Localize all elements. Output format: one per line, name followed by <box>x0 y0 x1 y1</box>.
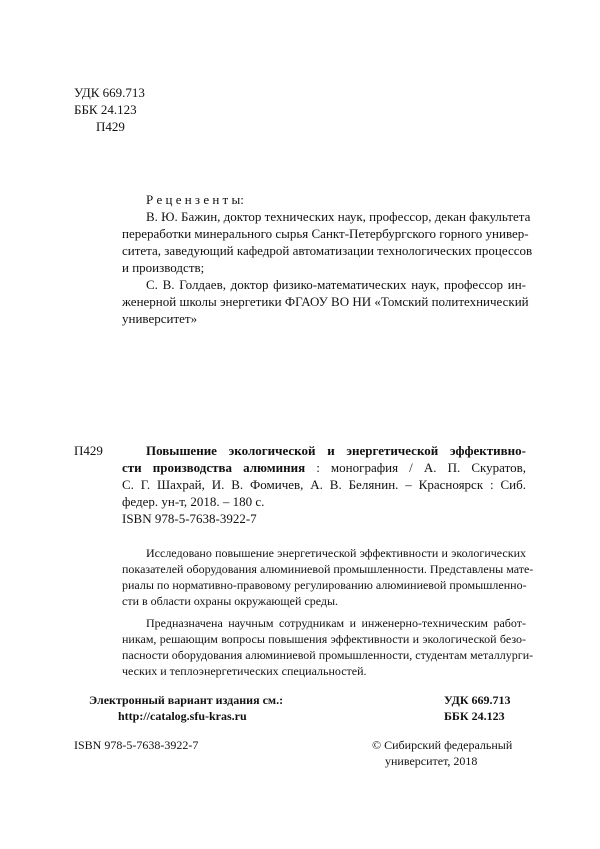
reviewer-line: ситета, заведующий кафедрой автоматизации технологических процессов <box>122 243 533 258</box>
catalog-url[interactable]: http://catalog.sfu-kras.ru <box>118 709 247 723</box>
author-sign-code: П429 <box>96 119 125 134</box>
catalog-entry <box>122 442 526 527</box>
abstract-line: никам, решающим вопросы повышения эффективности и экологической безо- <box>122 632 526 646</box>
reviewers-heading: Р е ц е н з е н т ы: <box>146 192 244 207</box>
catalog-line: С. Г. Шахрай, И. В. Фомичев, А. В. Белянин. – Красноярск : Сиб. <box>122 477 526 492</box>
abstract-line: Исследовано повышение энергетической эффективности и экологических <box>146 546 526 560</box>
electronic-bbk: ББК 24.123 <box>444 709 505 723</box>
book-title-rest: : монография / А. П. Скуратов, <box>305 460 527 475</box>
copyright-line: университет, 2018 <box>385 754 478 768</box>
abstract-line: пасности оборудования алюминиевой промышленности, студентам металлурги- <box>122 648 534 662</box>
electronic-version-label: Электронный вариант издания см.: <box>89 693 284 707</box>
abstract-line: риалы по нормативно-правовому регулированию алюминиевой промышленно- <box>122 578 527 592</box>
copyright-line: © Сибирский федеральный <box>372 738 513 752</box>
reviewer-line: С. В. Голдаев, доктор физико-математических наук, профессор ин- <box>146 277 526 292</box>
abstract-line: Предназначена научным сотрудникам и инженерно-техническим работ- <box>146 616 526 630</box>
abstract-line: сти в области охраны окружающей среды. <box>122 594 339 608</box>
electronic-udk: УДК 669.713 <box>444 693 511 707</box>
bbk-code: ББК 24.123 <box>74 102 137 117</box>
udk-code: УДК 669.713 <box>74 85 145 100</box>
reviewer-line: В. Ю. Бажин, доктор технических наук, профессор, декан факультета <box>146 209 531 224</box>
book-title-line: Повышение экологической и энергетической эффективно- <box>146 443 526 458</box>
catalog-line: федер. ун-т, 2018. – 180 с. <box>122 494 265 509</box>
footer-isbn: ISBN 978-5-7638-3922-7 <box>74 738 199 752</box>
reviewer-line: женерной школы энергетики ФГАОУ ВО НИ «Томский политехнический <box>122 294 529 309</box>
reviewers-list <box>122 208 533 327</box>
catalog-code: П429 <box>74 443 103 458</box>
book-title-bold: сти производства алюминия <box>122 460 306 475</box>
abstract-line: показателей оборудования алюминиевой промышленности. Представлены мате- <box>122 562 534 576</box>
reviewer-line: и производств; <box>122 260 205 275</box>
reviewer-line: университет» <box>122 311 198 326</box>
abstract-line: ческих и теплоэнергетических специальностей. <box>122 664 367 678</box>
book-title-line <box>122 459 526 476</box>
reviewer-line: переработки минерального сырья Санкт-Петербургского горного универ- <box>122 226 529 241</box>
abstract <box>122 545 534 679</box>
catalog-isbn: ISBN 978-5-7638-3922-7 <box>122 511 257 526</box>
